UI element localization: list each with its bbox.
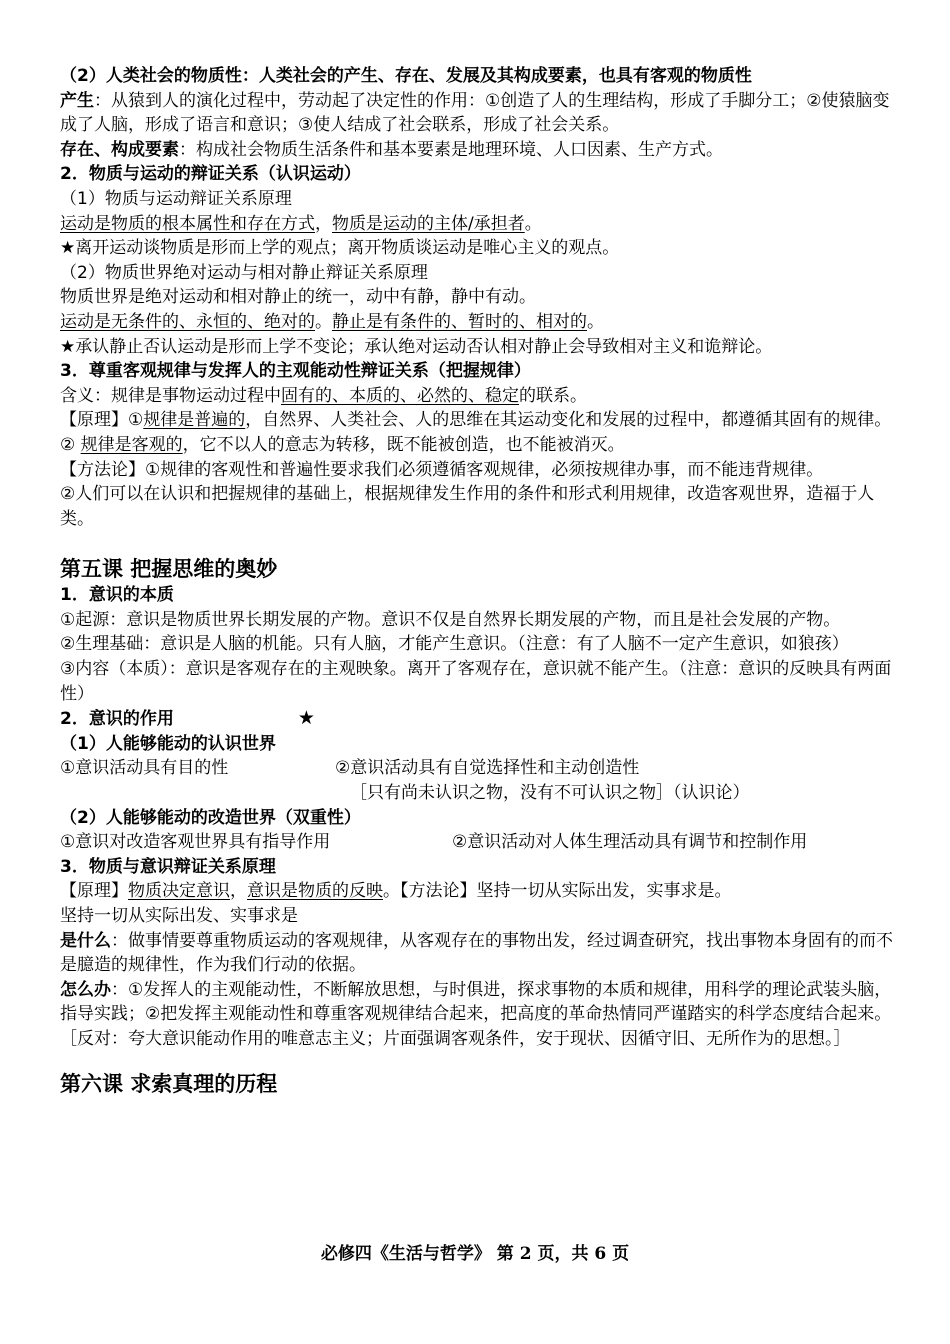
motion-sep3: 。 bbox=[315, 311, 332, 332]
spacer bbox=[60, 1052, 896, 1070]
document-body bbox=[60, 64, 896, 1098]
law-principle-1 bbox=[60, 408, 896, 433]
law-method-1: 【方法论】①规律的客观性和普遍性要求我们必须遵循客观规律，必须按规律办事，而不能违背规律。 bbox=[60, 459, 824, 480]
motion-sep1: ， bbox=[315, 213, 332, 234]
motion-star1: ★离开运动谈物质是形而上学的观点；离开物质谈运动是唯心主义的观点。 bbox=[60, 238, 620, 259]
motion-sub1: （1）物质与运动辩证关系原理 bbox=[60, 188, 292, 209]
law-p1-post: ，自然界、人类社会、人的思维在其运动变化和发展的过程中，都遵循其固有的规律。 bbox=[245, 410, 892, 431]
dial-post: 。【方法论】坚持一切从实际出发，实事求是。 bbox=[383, 881, 732, 902]
society-exist bbox=[60, 138, 896, 163]
role1-heading: （1）人能够能动的认识世界 bbox=[60, 733, 276, 754]
law-p2-u: 规律是客观的 bbox=[80, 434, 183, 455]
law-definition bbox=[60, 384, 896, 409]
law-p2-pre: ② bbox=[60, 434, 81, 455]
motion-star2: ★承认静止否认运动是形而上学不变论；承认绝对运动否认相对静止会导致相对主义和诡辩论。 bbox=[60, 336, 773, 357]
role2-item-b: ②意识活动对人体生理活动具有调节和控制作用 bbox=[452, 832, 808, 853]
dialectic-principle bbox=[60, 879, 896, 904]
law-def-pre: 含义：规律是事物运动过程中 bbox=[60, 385, 281, 406]
society-origin bbox=[60, 89, 896, 138]
role2-heading: （2）人能够能动的改造世界（双重性） bbox=[60, 807, 361, 828]
dial-sep: ， bbox=[230, 881, 247, 902]
origin-text: ：从猿到人的演化过程中，劳动起了决定性的作用：①创造了人的生理结构，形成了手脚分工；②使猿脑变成了人脑，形成了语言和意识；③使人结成了社会联系，形成了社会关系。 bbox=[60, 90, 890, 136]
society-heading: （2）人类社会的物质性：人类社会的产生、存在、发展及其构成要素，也具有客观的物质性 bbox=[60, 66, 752, 86]
role1-note: ［只有尚未认识之物，没有不可认识之物］（认识论） bbox=[350, 783, 750, 804]
exist-text: ：构成社会物质生活条件和基本要素是地理环境、人口因素、生产方式。 bbox=[179, 139, 723, 160]
role-heading bbox=[60, 706, 896, 732]
how-paragraph bbox=[60, 978, 896, 1027]
motion-u3: 运动是无条件的、永恒的、绝对的 bbox=[60, 311, 315, 332]
role1-item-b: ②意识活动具有自觉选择性和主动创造性 bbox=[335, 758, 640, 779]
motion-sub2: （2）物质世界绝对运动与相对静止辩证关系原理 bbox=[60, 262, 428, 283]
law-def-post: 的联系。 bbox=[519, 385, 587, 406]
spacer bbox=[60, 531, 896, 555]
lesson6-title: 第六课 求索真理的历程 bbox=[60, 1071, 278, 1096]
law-principle-2 bbox=[60, 433, 896, 458]
what-label: 是什么 bbox=[60, 930, 111, 951]
essence-heading: 1．意识的本质 bbox=[60, 585, 174, 606]
page-footer: 必修四《生活与哲学》 第 2 页，共 6 页 bbox=[320, 1244, 630, 1264]
dial-u1: 物质决定意识 bbox=[128, 881, 230, 902]
motion-p3 bbox=[60, 310, 896, 335]
motion-u2: 物质是运动的主体/承担者 bbox=[332, 213, 525, 234]
role2-item-a: ①意识对改造客观世界具有指导作用 bbox=[60, 832, 331, 853]
dial-u2: 意识是物质的反映 bbox=[247, 881, 383, 902]
motion-principle bbox=[60, 212, 896, 237]
role1-items bbox=[60, 756, 896, 781]
star-icon: ★ bbox=[297, 707, 315, 730]
oppose-paragraph: ［反对：夸大意识能动作用的唯意志主义；片面强调客观条件，安于现状、因循守旧、无所作为的思想。］ bbox=[60, 1028, 851, 1049]
how-text: ：①发挥人的主观能动性，不断解放思想，与时俱进，探求事物的本质和规律，用科学的理论武装头脑，指导实践；②把发挥主观能动性和尊重客观规律结合起来，把高度的革命热情同严谨踏实的科学态度结合起来。 bbox=[60, 979, 892, 1025]
lesson5-title: 第五课 把握思维的奥妙 bbox=[60, 557, 278, 582]
origin-label: 产生 bbox=[60, 90, 94, 111]
role-heading-text: 2．意识的作用 bbox=[60, 709, 174, 730]
motion-u1: 运动是物质的根本属性和存在方式 bbox=[60, 213, 315, 234]
essence-content: ③内容（本质）：意识是客观存在的主观映象。离开了客观存在，意识就不能产生。（注意：意识的反映具有两面性） bbox=[60, 659, 892, 704]
motion-heading: 2．物质与运动的辩证关系（认识运动） bbox=[60, 164, 361, 185]
motion-u4: 静止是有条件的、暂时的、相对的 bbox=[332, 311, 587, 332]
what-paragraph bbox=[60, 929, 896, 978]
law-p1-u: 规律是普遍的 bbox=[143, 410, 246, 431]
role2-items bbox=[60, 830, 896, 855]
law-p2-post: ，它不以人的意志为转移，既不能被创造，也不能被消灭。 bbox=[182, 434, 625, 455]
how-label: 怎么办 bbox=[60, 979, 111, 1000]
law-method-2: ②人们可以在认识和把握规律的基础上，根据规律发生作用的条件和形式利用规律，改造客观世界，造福于人类。 bbox=[60, 484, 875, 529]
dialectic-heading: 3．物质与意识辩证关系原理 bbox=[60, 856, 276, 877]
law-def-u: 固有的、本质的、必然的、稳定 bbox=[281, 385, 519, 406]
motion-end3: 。 bbox=[587, 311, 604, 332]
essence-origin: ①起源：意识是物质世界长期发展的产物。意识不仅是自然界长期发展的产物，而且是社会发展的产物。 bbox=[60, 609, 841, 630]
exist-label: 存在、构成要素 bbox=[60, 139, 179, 160]
motion-p2: 物质世界是绝对运动和相对静止的统一，动中有静，静中有动。 bbox=[60, 287, 536, 308]
motion-end1: 。 bbox=[524, 213, 542, 234]
law-p1-pre: 【原理】① bbox=[60, 410, 144, 431]
law-heading: 3．尊重客观规律与发挥人的主观能动性辩证关系（把握规律） bbox=[60, 361, 531, 382]
role1-item-a: ①意识活动具有目的性 bbox=[60, 758, 229, 779]
what-text: ：做事情要尊重物质运动的客观规律，从客观存在的事物出发，经过调查研究，找出事物本身固有的而不是臆造的规律性，作为我们行动的依据。 bbox=[60, 930, 893, 976]
dial-pre: 【原理】 bbox=[60, 881, 128, 902]
dialectic-line2: 坚持一切从实际出发、实事求是 bbox=[60, 906, 298, 926]
essence-basis: ②生理基础：意识是人脑的机能。只有人脑，才能产生意识。（注意：有了人脑不一定产生意识，如狼孩） bbox=[60, 634, 849, 655]
